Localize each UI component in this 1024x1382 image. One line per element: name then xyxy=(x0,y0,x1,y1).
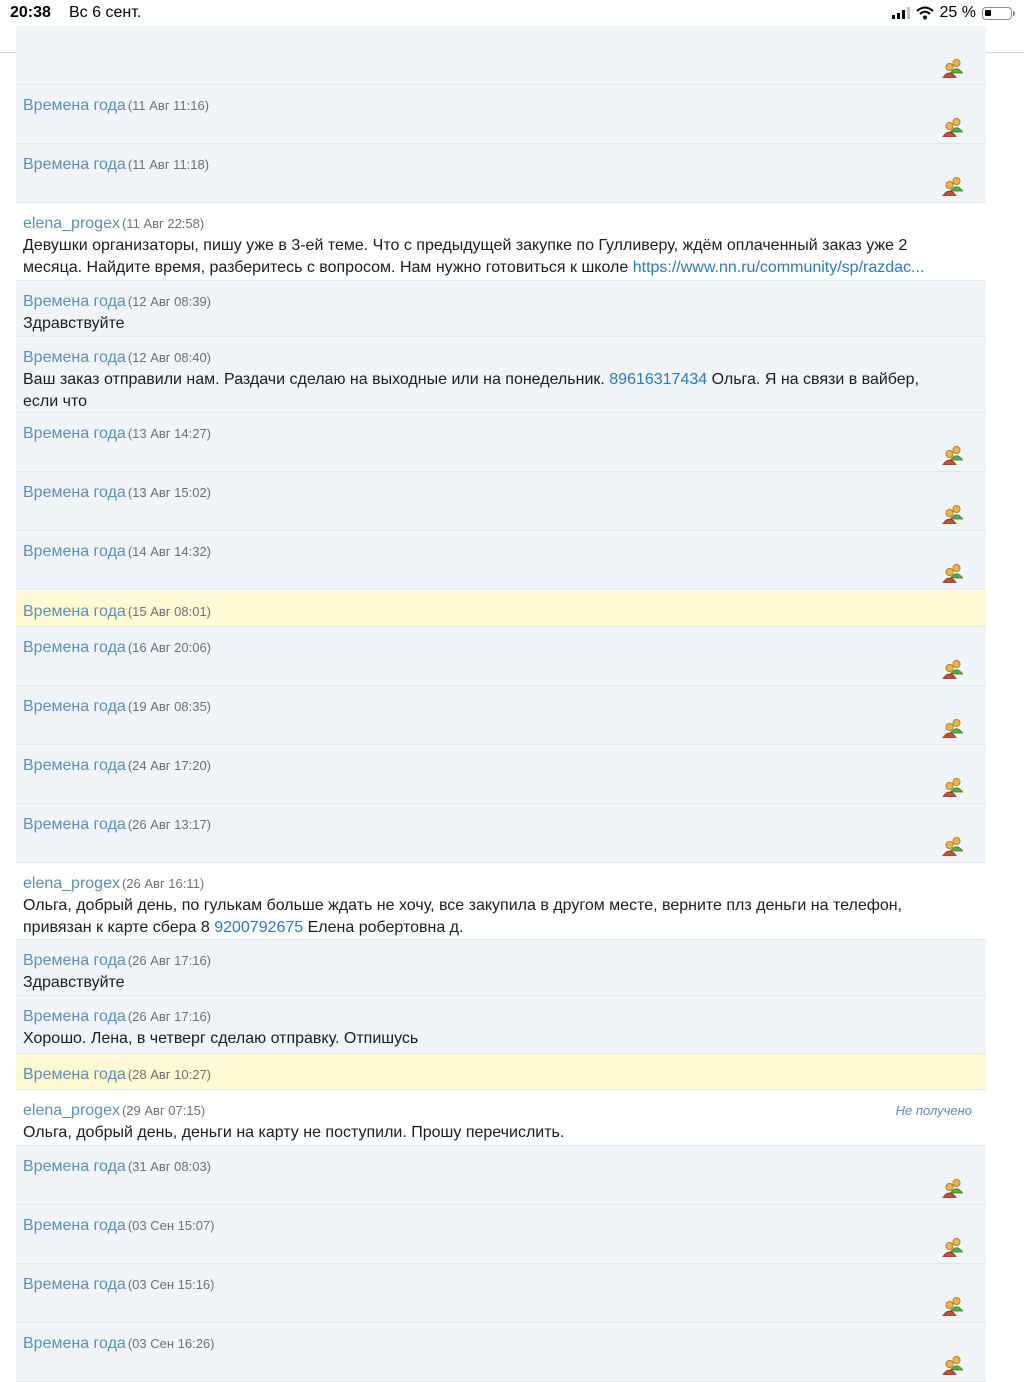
message-row xyxy=(16,940,986,996)
message-meta xyxy=(23,1007,979,1027)
message-author-link[interactable]: Времена года xyxy=(23,816,126,833)
message-text-segment: Девушки организаторы, пишу уже в 3-ей теме. Что с предыдущей закупке по Гулливеру, ждём оплаченный заказ уже 2 xyxy=(23,237,908,254)
message-date: (29 Авг 07:15) xyxy=(121,1103,206,1118)
message-text-segment: Ольга. Я на связи в вайбер, xyxy=(707,371,920,388)
message-author-link[interactable]: elena_progex xyxy=(23,215,120,232)
message-date: (13 Авг 15:02) xyxy=(127,485,212,500)
message-text xyxy=(23,972,979,993)
message-link[interactable]: 89616317434 xyxy=(609,371,708,388)
message-row xyxy=(16,863,986,940)
message-row xyxy=(16,472,986,531)
message-row xyxy=(16,281,986,337)
message-meta xyxy=(23,815,979,835)
message-meta xyxy=(23,1275,979,1295)
message-row xyxy=(16,203,986,281)
message-author-link[interactable]: Времена года xyxy=(23,156,126,173)
message-row xyxy=(16,337,986,413)
message-meta xyxy=(23,1157,979,1177)
message-author-link[interactable]: Времена года xyxy=(23,1276,126,1293)
message-text-segment: Елена робертовна д. xyxy=(303,919,464,936)
message-text-segment: привязан к карте сбера 8 xyxy=(23,919,215,936)
message-author-link[interactable]: Времена года xyxy=(23,1008,126,1025)
message-date: (14 Авг 14:32) xyxy=(127,544,212,559)
cellular-signal-icon xyxy=(892,7,910,19)
message-date: (11 Авг 11:18) xyxy=(127,157,210,172)
message-meta xyxy=(23,348,979,368)
message-text xyxy=(23,895,979,916)
message-link[interactable]: 9200792675 xyxy=(214,919,304,936)
battery-icon xyxy=(982,7,1012,20)
message-author-link[interactable]: Времена года xyxy=(23,349,126,366)
message-author-link[interactable]: Времена года xyxy=(23,1217,126,1234)
message-text-segment: месяца. Найдите время, разберитесь с вопросом. Нам нужно готовиться к школе xyxy=(23,259,633,276)
message-date: (03 Сен 15:16) xyxy=(127,1277,215,1292)
users-icon[interactable] xyxy=(942,1296,964,1316)
status-date: Вс 6 сент. xyxy=(69,4,142,21)
message-text-segment: Ваш заказ отправили нам. Раздачи сделаю на выходные или на понедельник. xyxy=(23,371,610,388)
message-date: (15 Авг 08:01) xyxy=(127,604,212,619)
message-meta xyxy=(23,697,979,717)
message-meta xyxy=(23,542,979,562)
message-date: (03 Сен 15:07) xyxy=(127,1218,215,1233)
users-icon[interactable] xyxy=(942,504,964,524)
message-date: (19 Авг 08:35) xyxy=(127,699,212,714)
users-icon[interactable] xyxy=(942,445,964,465)
message-text-segment: Здравствуйте xyxy=(23,974,125,991)
users-icon[interactable] xyxy=(942,117,964,137)
status-indicators xyxy=(892,4,1012,22)
users-icon[interactable] xyxy=(942,58,964,78)
message-meta xyxy=(23,424,979,444)
message-row xyxy=(16,1264,986,1323)
message-meta xyxy=(23,292,979,312)
message-row xyxy=(16,627,986,686)
message-date: (03 Сен 16:26) xyxy=(127,1336,215,1351)
status-bar xyxy=(0,0,1024,28)
message-text-segment: Ольга, добрый день, по гулькам больше ждать не хочу, все закупила в другом месте, верните плз деньги на телефон, xyxy=(23,897,903,914)
message-author-link[interactable]: Времена года xyxy=(23,1158,126,1175)
message-text xyxy=(23,1028,979,1049)
message-row xyxy=(16,26,986,85)
message-text xyxy=(23,313,979,334)
message-row xyxy=(16,144,986,203)
message-meta xyxy=(23,1216,979,1236)
message-row xyxy=(16,745,986,804)
message-date: (26 Авг 16:11) xyxy=(121,876,205,891)
message-text-segment: Хорошо. Лена, в четверг сделаю отправку. Отпишусь xyxy=(23,1030,419,1047)
message-date: (24 Авг 17:20) xyxy=(127,758,212,773)
message-author-link[interactable]: Времена года xyxy=(23,1335,126,1352)
message-row xyxy=(16,804,986,863)
message-date: (16 Авг 20:06) xyxy=(127,640,212,655)
message-author-link[interactable]: Времена года xyxy=(23,952,126,969)
users-icon[interactable] xyxy=(942,718,964,738)
users-icon[interactable] xyxy=(942,563,964,583)
message-author-link[interactable]: Времена года xyxy=(23,603,126,620)
message-date: (11 Авг 22:58) xyxy=(121,216,205,231)
message-author-link[interactable]: Времена года xyxy=(23,484,126,501)
message-meta xyxy=(23,214,979,234)
users-icon[interactable] xyxy=(942,1178,964,1198)
message-text xyxy=(23,369,979,390)
message-author-link[interactable]: Времена года xyxy=(23,639,126,656)
message-meta xyxy=(23,638,979,658)
message-author-link[interactable]: Времена года xyxy=(23,1066,126,1083)
status-time: 20:38 xyxy=(10,4,51,21)
users-icon[interactable] xyxy=(942,1355,964,1375)
message-meta xyxy=(23,1334,979,1354)
message-author-link[interactable]: Времена года xyxy=(23,757,126,774)
message-date: (12 Авг 08:40) xyxy=(127,350,212,365)
message-author-link[interactable]: Времена года xyxy=(23,293,126,310)
message-row xyxy=(16,1146,986,1205)
message-text-segment: если что xyxy=(23,393,87,410)
message-row xyxy=(16,1205,986,1264)
users-icon[interactable] xyxy=(942,659,964,679)
message-date: (31 Авг 08:03) xyxy=(127,1159,212,1174)
message-row xyxy=(16,1054,986,1090)
message-meta xyxy=(23,1101,979,1121)
message-row xyxy=(16,413,986,472)
users-icon[interactable] xyxy=(942,1237,964,1257)
message-date: (26 Авг 17:16) xyxy=(127,953,212,968)
message-row xyxy=(16,85,986,144)
message-text xyxy=(23,917,979,938)
message-meta xyxy=(23,756,979,776)
users-icon[interactable] xyxy=(942,777,964,797)
message-meta xyxy=(23,951,979,971)
message-row xyxy=(16,591,986,627)
message-meta xyxy=(23,874,979,894)
message-meta xyxy=(23,1065,979,1085)
message-author-link[interactable]: Времена года xyxy=(23,698,126,715)
wifi-icon xyxy=(916,6,934,20)
users-icon[interactable] xyxy=(942,836,964,856)
message-row xyxy=(16,531,986,590)
message-author-link[interactable]: Времена года xyxy=(23,543,126,560)
message-text xyxy=(23,391,979,412)
message-text-segment: Здравствуйте xyxy=(23,315,125,332)
users-icon[interactable] xyxy=(942,176,964,196)
message-row xyxy=(16,1323,986,1382)
message-date: (26 Авг 17:16) xyxy=(127,1009,212,1024)
message-date: (12 Авг 08:39) xyxy=(127,294,212,309)
message-date: (26 Авг 13:17) xyxy=(127,817,212,832)
message-date: (11 Авг 11:16) xyxy=(127,98,210,113)
message-meta xyxy=(23,155,979,175)
message-text xyxy=(23,235,979,256)
message-row xyxy=(16,996,986,1054)
message-date: (28 Авг 10:27) xyxy=(127,1067,212,1082)
message-row xyxy=(16,686,986,745)
message-text-segment: Ольга, добрый день, деньги на карту не поступили. Прошу перечислить. xyxy=(23,1124,565,1141)
message-text xyxy=(23,257,979,278)
message-meta xyxy=(23,483,979,503)
message-text xyxy=(23,1122,979,1143)
delivery-status-label: Не получено xyxy=(895,1103,972,1118)
message-author-link[interactable]: elena_progex xyxy=(23,1102,120,1119)
message-row xyxy=(16,1090,986,1146)
message-date: (13 Авг 14:27) xyxy=(127,426,212,441)
message-author-link[interactable]: elena_progex xyxy=(23,875,120,892)
battery-percent: 25 % xyxy=(939,4,976,21)
message-meta xyxy=(23,602,979,622)
message-author-link[interactable]: Времена года xyxy=(23,425,126,442)
message-author-link[interactable]: Времена года xyxy=(23,97,126,114)
message-meta xyxy=(23,96,979,116)
message-link[interactable]: https://www.nn.ru/community/sp/razdac... xyxy=(632,259,925,276)
